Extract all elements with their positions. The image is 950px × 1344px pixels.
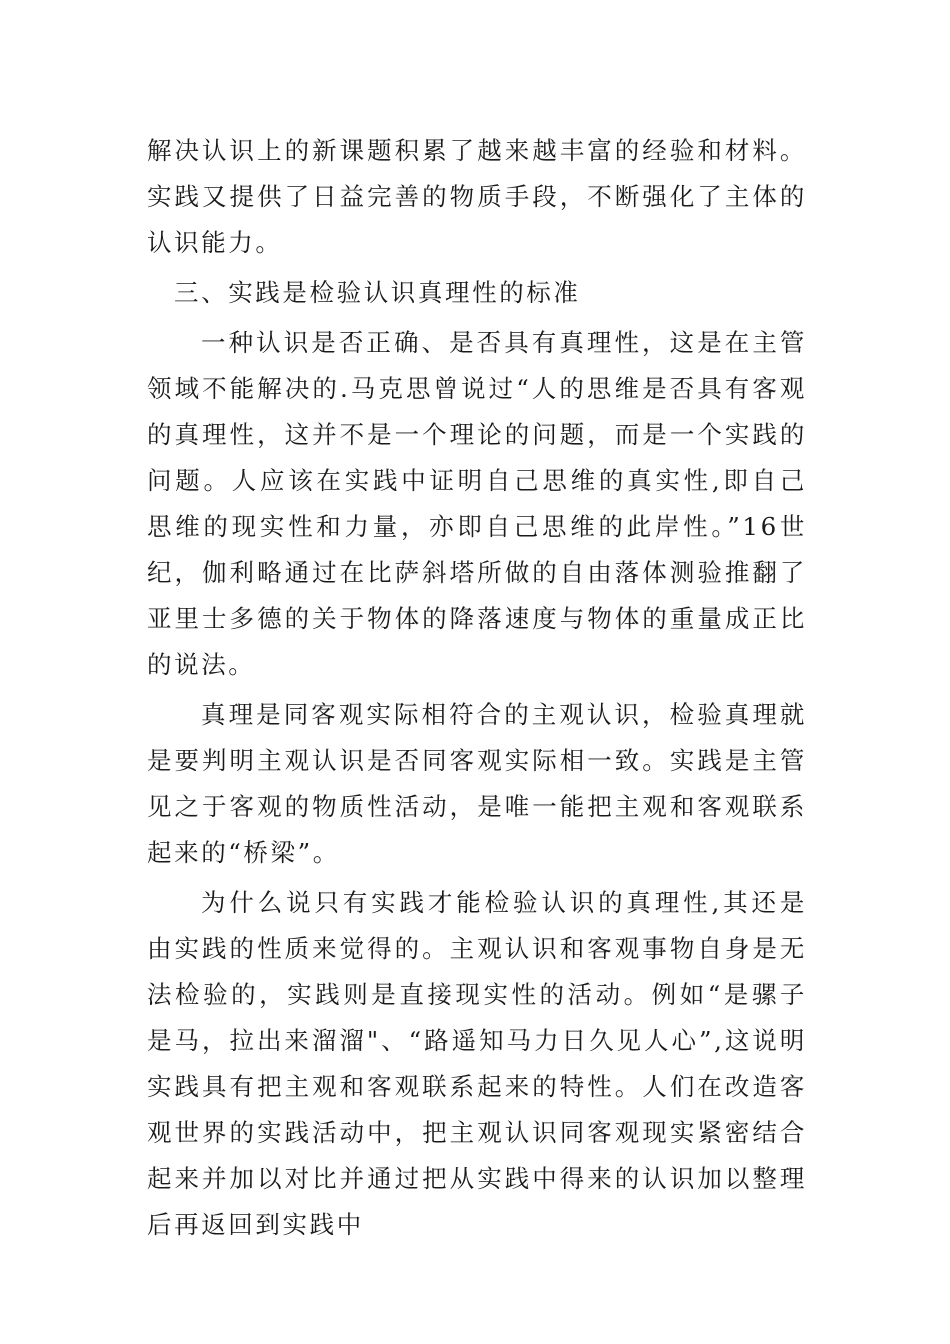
section-heading: 三、实践是检验认识真理性的标准 [174, 278, 581, 307]
paragraph-truth-criterion: 一种认识是否正确、是否具有真理性，这是在主管领域不能解决的.马克思曾说过“人的思维是否具有客观的真理性，这并不是一个理论的问题，而是一个实践的问题。人应该在实践中证明自己思维的真实性,即自己思维的现实性和力量，亦即自己思维的此岸性。”16世纪，伽利略通过在比萨斜塔所做的自由落体测验推翻了亚里士多德的关于物体的降落速度与物体的重量成正比的说法。 [147, 328, 807, 679]
paragraph-continuation: 解决认识上的新课题积累了越来越丰富的经验和材料。实践又提供了日益完善的物质手段，不断强化了主体的认识能力。 [147, 136, 807, 257]
document-body [147, 128, 807, 1248]
paragraph-truth-definition: 真理是同客观实际相符合的主观认识，检验真理就是要判明主观认识是否同客观实际相一致。实践是主管见之于客观的物质性活动，是唯一能把主观和客观联系起来的“桥梁”。 [147, 700, 807, 867]
paragraph-why-practice: 为什么说只有实践才能检验认识的真理性,其还是由实践的性质来觉得的。主观认识和客观事物自身是无法检验的，实践则是直接现实性的活动。例如“是骡子是马，拉出来溜溜"、“路遥知马力日久见人心”,这说明实践具有把主观和客观联系起来的特性。人们在改造客观世界的实践活动中，把主观认识同客观现实紧密结合起来并加以对比并通过把从实践中得来的认识加以整理后再返回到实践中 [147, 888, 807, 1239]
